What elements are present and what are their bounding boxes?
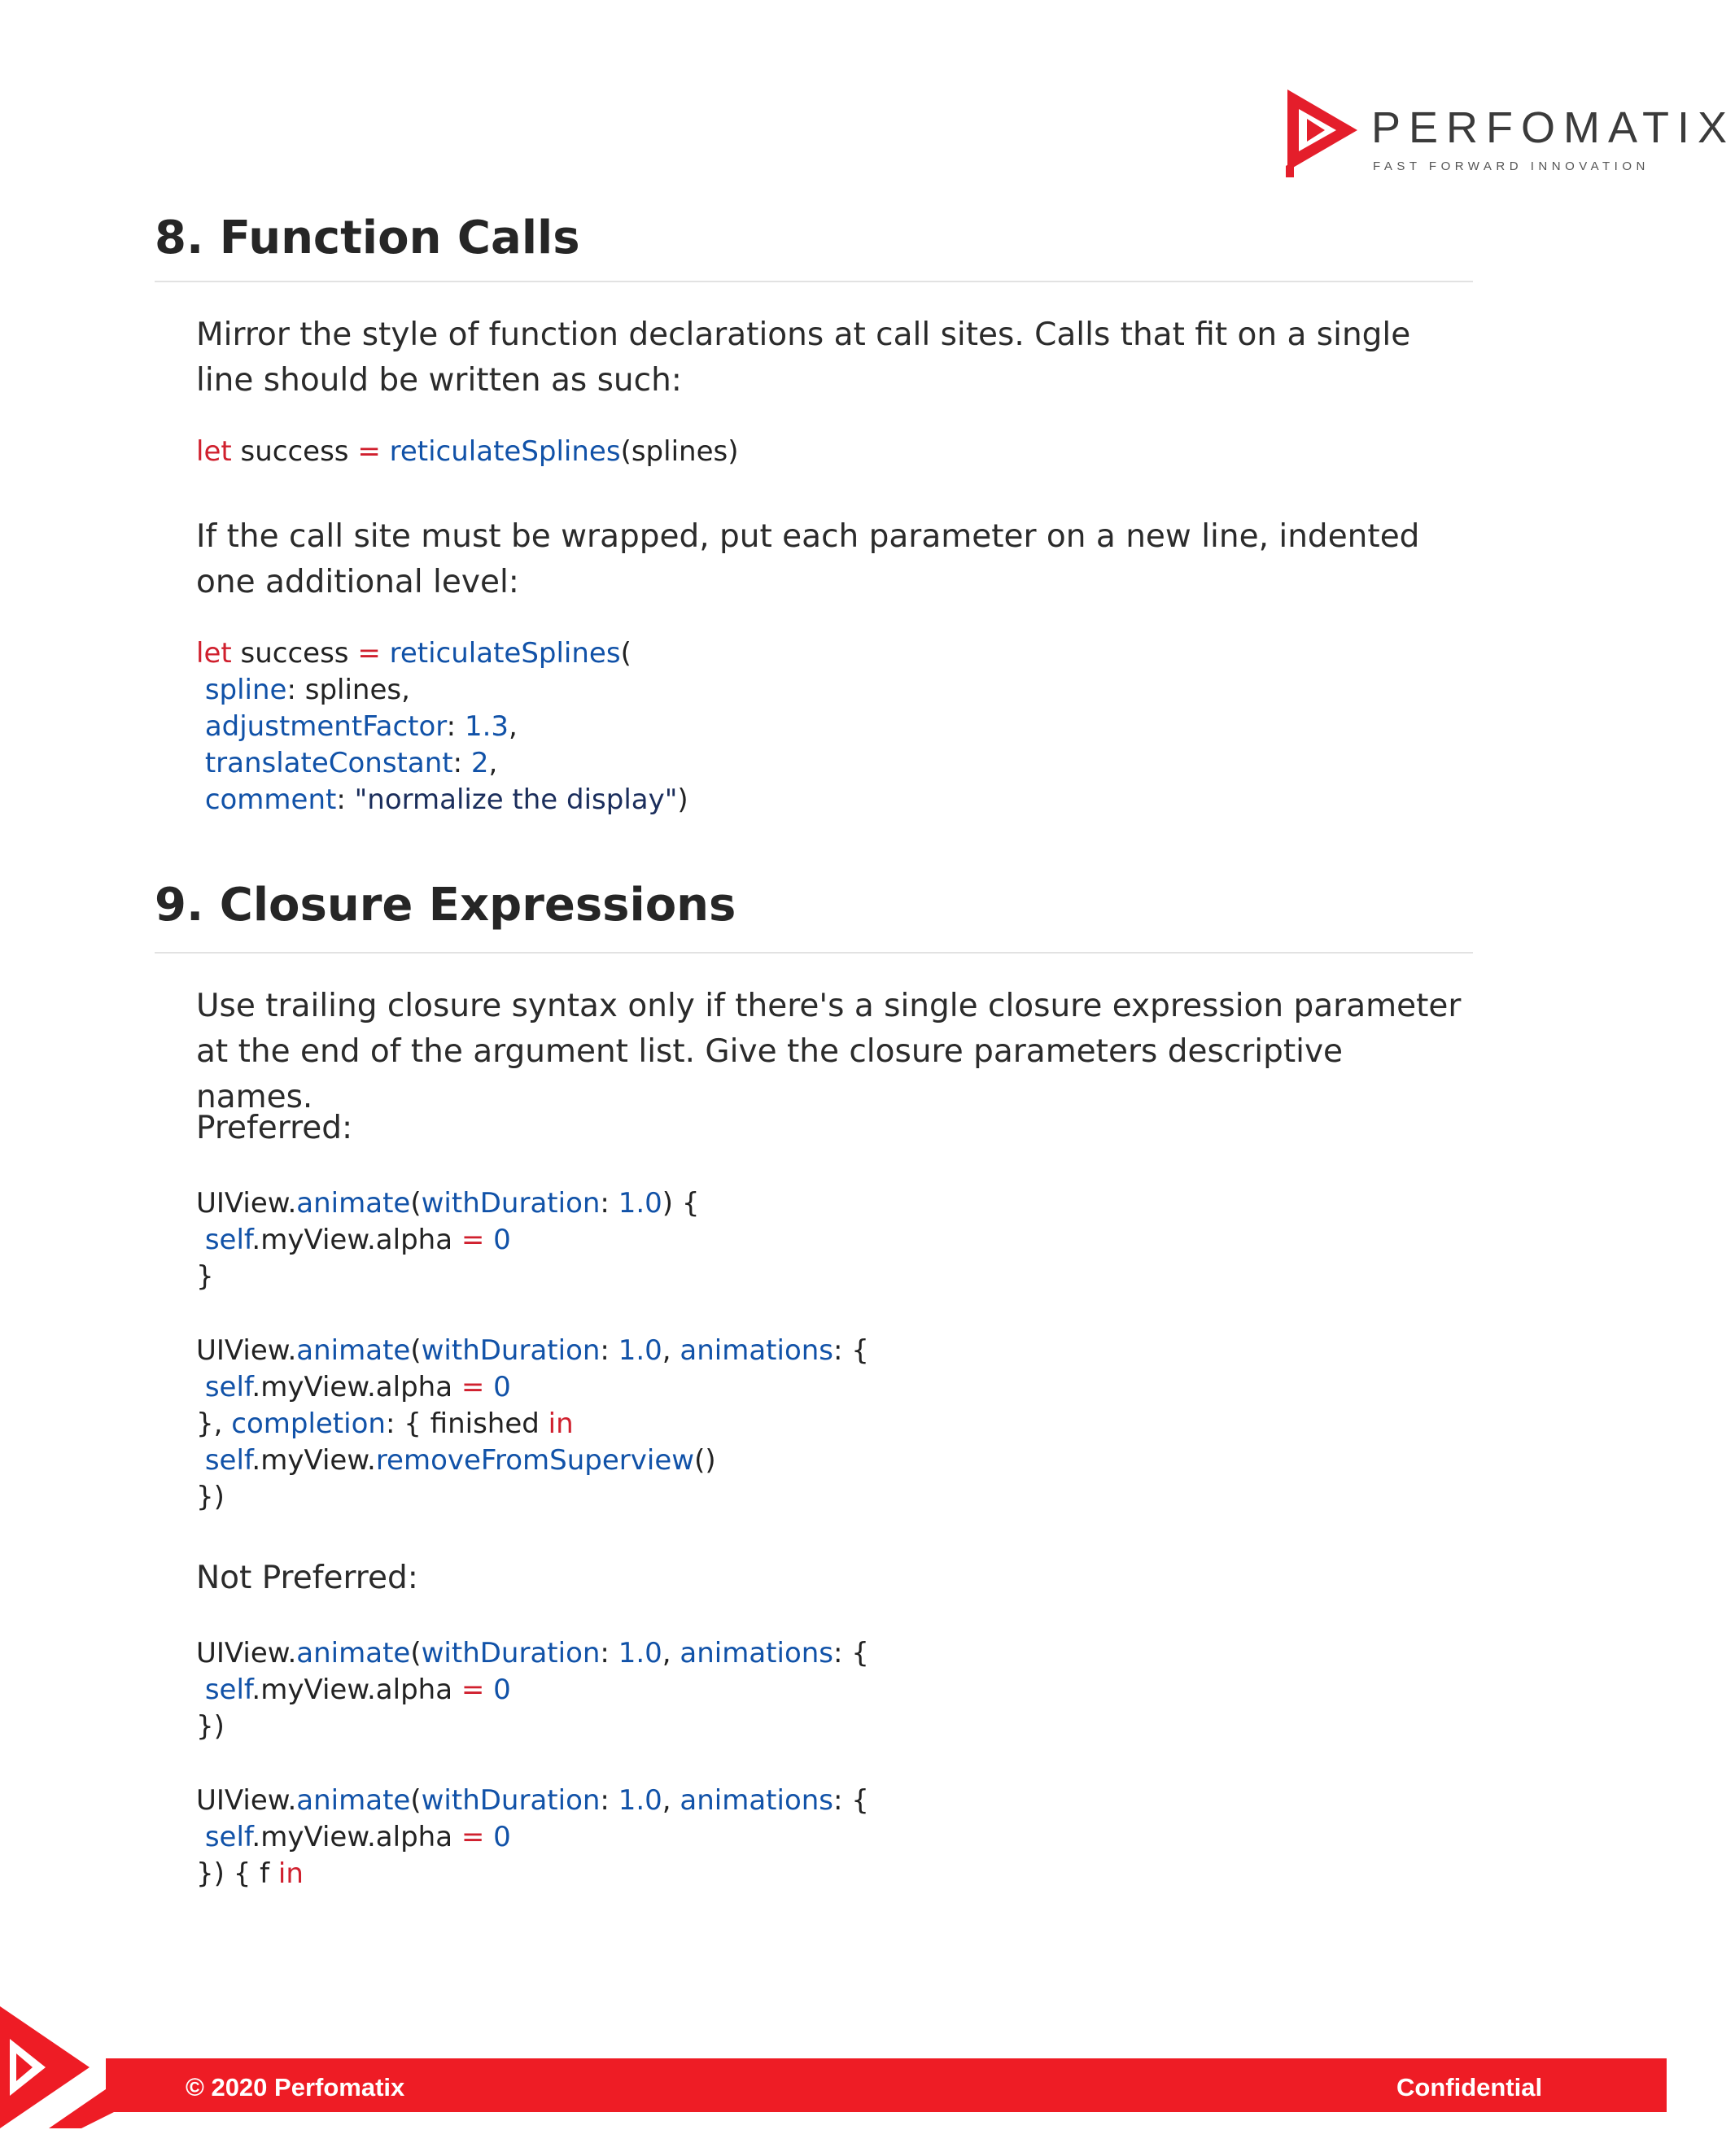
- code-line: self.myView.alpha = 0: [204, 1674, 511, 1706]
- code-line: UIView.animate(withDuration: 1.0, animations: {: [196, 1637, 869, 1669]
- code-line: let success = reticulateSplines(: [196, 637, 632, 670]
- section-8-paragraph-2: If the call site must be wrapped, put each parameter on a new line, indented one additional level:: [196, 518, 1420, 600]
- code-not-preferred-2: [196, 1783, 869, 1892]
- not-preferred-label: Not Preferred:: [196, 1560, 418, 1596]
- footer-logo-arrow-icon: [0, 2006, 114, 2128]
- code-line: spline: splines,: [204, 674, 410, 706]
- code-line: }, completion: { finished in: [196, 1408, 574, 1440]
- code-line: self.myView.alpha = 0: [204, 1371, 511, 1403]
- code-line: let success = reticulateSplines(splines): [196, 435, 739, 468]
- section-8-divider: [155, 281, 1473, 282]
- code-line: UIView.animate(withDuration: 1.0, animations: {: [196, 1334, 869, 1367]
- logo-wordmark: PERFOMATIX: [1371, 103, 1735, 152]
- section-9-divider: [155, 952, 1473, 954]
- code-line: self.myView.removeFromSuperview(): [204, 1444, 716, 1477]
- code-line: comment: "normalize the display"): [204, 783, 688, 816]
- logo-tagline: FAST FORWARD INNOVATION: [1373, 159, 1650, 173]
- code-line: }): [196, 1710, 225, 1743]
- preferred-label: Preferred:: [196, 1110, 353, 1146]
- page-footer: [0, 2006, 1667, 2128]
- code-line: UIView.animate(withDuration: 1.0) {: [196, 1187, 700, 1220]
- code-wrapped-call: [196, 635, 688, 818]
- code-single-line-call: [196, 434, 738, 470]
- code-line: translateConstant: 2,: [204, 747, 498, 779]
- code-line: }) { f in: [196, 1857, 304, 1890]
- code-line: }): [196, 1481, 225, 1513]
- section-8-title: 8. Function Calls: [155, 212, 580, 264]
- footer-confidential: Confidential: [1396, 2073, 1543, 2101]
- code-line: self.myView.alpha = 0: [204, 1821, 511, 1853]
- code-not-preferred-1: [196, 1635, 869, 1745]
- section-9-paragraph-1: Use trailing closure syntax only if there's a single closure expression parameter at the end of the argument list. Give the closure parameters descriptive names.: [196, 988, 1462, 1115]
- section-8-paragraph-1: Mirror the style of function declarations at call sites. Calls that fit on a single line should be written as such:: [196, 316, 1411, 399]
- perfomatix-logo-icon: [1286, 88, 1359, 177]
- company-logo: [1286, 88, 1735, 177]
- code-preferred-1: [196, 1185, 699, 1295]
- code-line: UIView.animate(withDuration: 1.0, animations: {: [196, 1784, 869, 1817]
- section-9-title: 9. Closure Expressions: [155, 879, 736, 932]
- code-preferred-2: [196, 1333, 869, 1516]
- code-line: }: [196, 1260, 214, 1293]
- code-line: self.myView.alpha = 0: [204, 1224, 511, 1256]
- code-line: adjustmentFactor: 1.3,: [204, 710, 518, 743]
- footer-copyright: © 2020 Perfomatix: [186, 2073, 405, 2101]
